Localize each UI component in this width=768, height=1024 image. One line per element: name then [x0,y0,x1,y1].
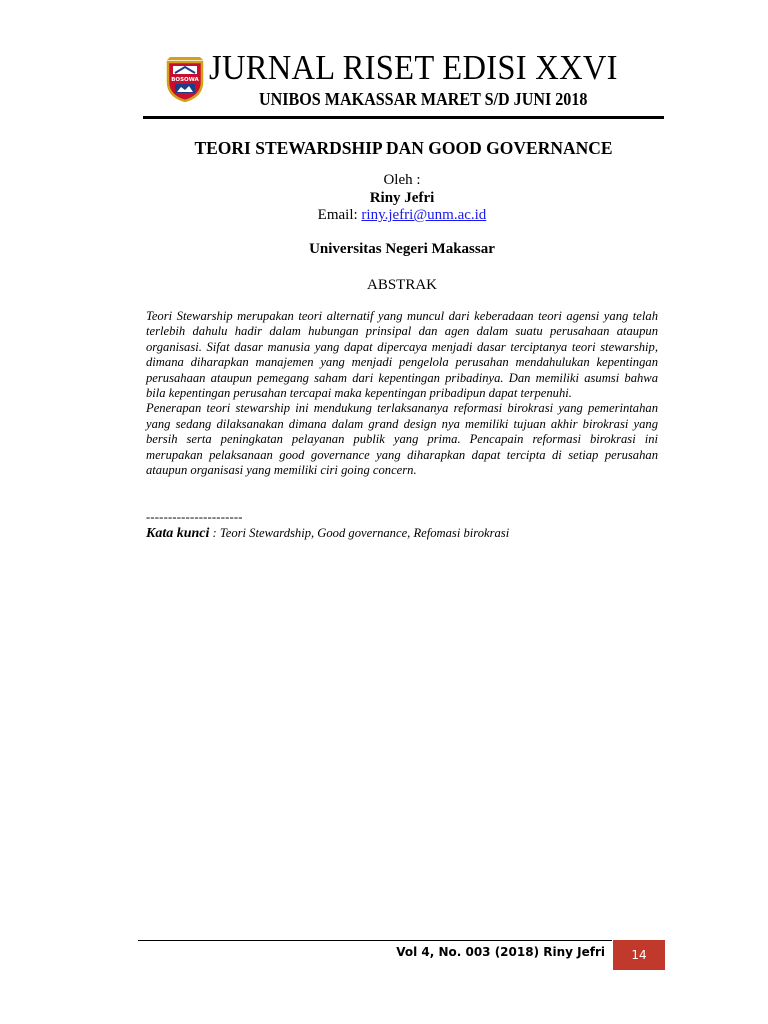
journal-header [143,48,663,118]
header-divider [143,116,664,119]
by-label: Oleh : [383,172,421,188]
logo-text: BOSOWA [171,77,199,83]
university-logo-icon [165,56,205,102]
separator-line: ---------------------- [146,510,243,524]
keywords-label: Kata kunci [146,526,210,541]
author-email-line [143,206,661,224]
footer-citation: Vol 4, No. 003 (2018) Riny Jefri [396,945,605,959]
journal-subtitle: UNIBOS MAKASSAR MARET S/D JUNI 2018 [259,89,588,109]
author-name: Riny Jefri [369,190,435,206]
abstract-paragraph: Teori Stewarship merupakan teori alternatif yang muncul dari keberadaan teori agensi yang telah terlebih dahulu hadir dalam hubungan prinsipal dan agen dalam suatu perusahaan ataupun organisasi. Sifat dasar manusia yang dapat dipercaya menjadi dasar terciptanya teori stewarship, dimana diharapkan manajemen yang menjadi pengelola perusahan mendahulukan kepentingan perusahaan ataupun pemegang saham dari kepentingan pribadinya. Dan memiliki asumsi bahwa bila kepentingan perusahan tercapai maka kepentingan pribadipun dapat terpenuhi. [146,309,658,401]
footer-divider [138,940,612,941]
journal-title: JURNAL RISET EDISI XXVI [209,48,618,87]
keywords-line [146,525,509,542]
abstract-paragraph: Penerapan teori stewarship ini mendukung terlaksananya reformasi birokrasi yang pemerintahan yang sedang dilaksanakan dimana dalam grand design nya memiliki tujuan akhir birokrasi yang bersih serta peningkatan pelayanan publik yang prima. Pencapain reformasi birokrasi ini merupakan pelaksanaan good governance yang diharapkan dapat tercipta di setiap perusahan ataupun organisasi yang memiliki ciri going concern. [146,401,658,478]
abstract-body [146,309,658,478]
affiliation: Universitas Negeri Makassar [309,241,495,257]
keywords-list: : Teori Stewardship, Good governance, Refomasi birokrasi [209,526,510,540]
page-number: 14 [631,948,647,962]
abstract-heading: ABSTRAK [366,277,437,293]
email-label: Email: [317,207,362,223]
page-number-badge [613,940,665,970]
email-link[interactable]: riny.jefri@unm.ac.id [361,207,487,223]
paper-title: TEORI STEWARDSHIP DAN GOOD GOVERNANCE [194,138,613,158]
